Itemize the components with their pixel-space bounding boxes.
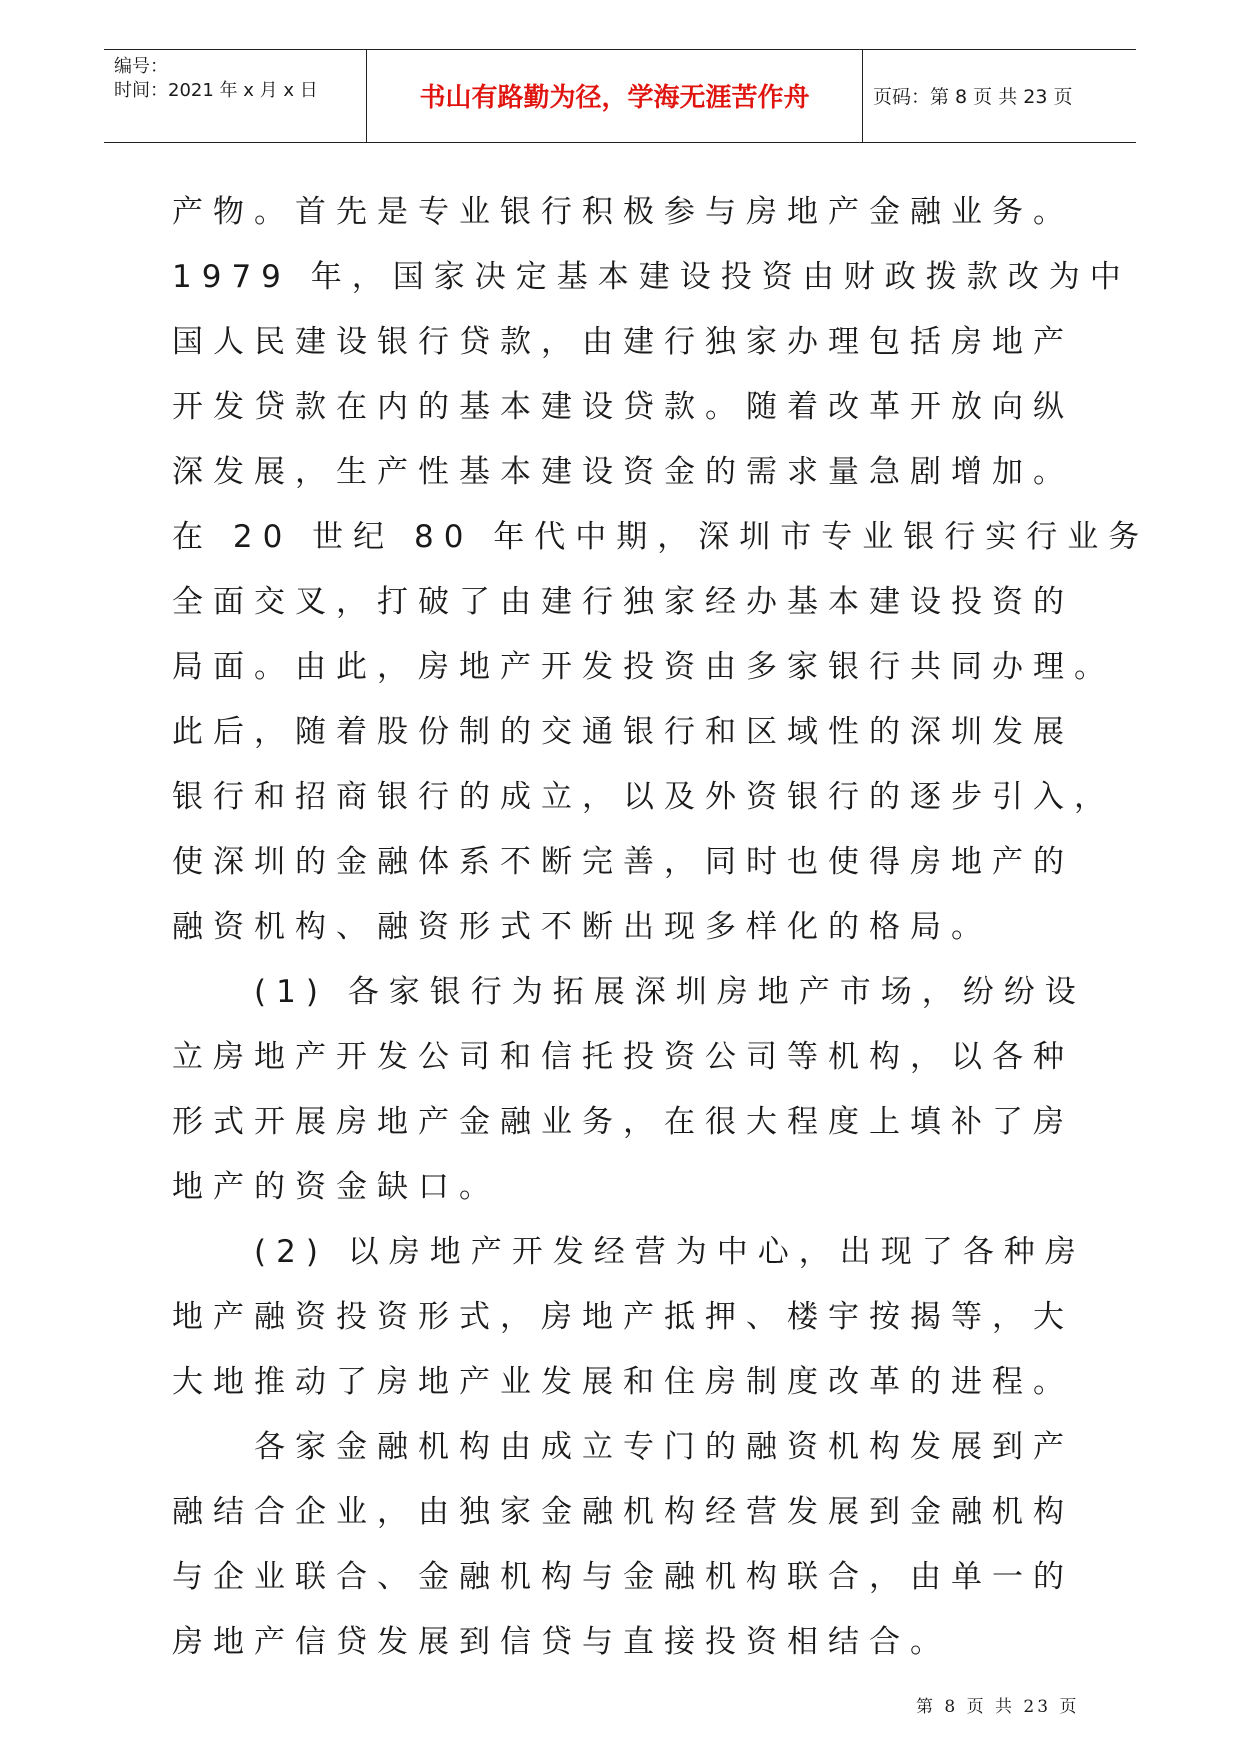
- body-line: 银行和招商银行的成立，以及外资银行的逐步引入，: [172, 779, 1115, 815]
- header-meta-cell: [104, 50, 367, 142]
- body-line: 融结合企业，由独家金融机构经营发展到金融机构: [172, 1494, 1074, 1530]
- document-body: [172, 180, 1150, 1675]
- body-line: 与企业联合、金融机构与金融机构联合，由单一的: [172, 1559, 1074, 1595]
- body-line: (2) 以房地产开发经营为中心，出现了各种房: [254, 1234, 1086, 1270]
- body-line: 融资机构、融资形式不断出现多样化的格局。: [172, 909, 992, 945]
- date-label: 时间：2021 年 x 月 x 日: [114, 80, 318, 101]
- header-motto-cell: [367, 50, 863, 142]
- serial-number-label: 编号：: [114, 56, 168, 77]
- motto-text: 书山有路勤为径，学海无涯苦作舟: [419, 83, 810, 113]
- body-line: 产物。首先是专业银行积极参与房地产金融业务。: [172, 194, 1074, 230]
- body-line: 国人民建设银行贷款，由建行独家办理包括房地产: [172, 324, 1074, 360]
- footer-page-number: 第 8 页 共 23 页: [916, 1697, 1080, 1717]
- page-header: [104, 49, 1136, 143]
- body-line: 全面交叉，打破了由建行独家经办基本建设投资的: [172, 584, 1074, 620]
- body-line: 大地推动了房地产业发展和住房制度改革的进程。: [172, 1364, 1074, 1400]
- header-page-cell: [863, 50, 1136, 142]
- body-line: 形式开展房地产金融业务，在很大程度上填补了房: [172, 1104, 1074, 1140]
- header-page-number: 页码：第 8 页 共 23 页: [873, 86, 1073, 108]
- body-line: 局面。由此，房地产开发投资由多家银行共同办理。: [172, 649, 1115, 685]
- body-line: 开发贷款在内的基本建设贷款。随着改革开放向纵: [172, 389, 1074, 425]
- body-line: 各家金融机构由成立专门的融资机构发展到产: [254, 1429, 1074, 1465]
- body-line: 使深圳的金融体系不断完善，同时也使得房地产的: [172, 844, 1074, 880]
- body-line: 在 20 世纪 80 年代中期，深圳市专业银行实行业务: [172, 519, 1150, 555]
- body-line: 房地产信贷发展到信贷与直接投资相结合。: [172, 1624, 951, 1660]
- body-line: 深发展，生产性基本建设资金的需求量急剧增加。: [172, 454, 1074, 490]
- body-line: 此后，随着股份制的交通银行和区域性的深圳发展: [172, 714, 1074, 750]
- body-line: 1979 年，国家决定基本建设投资由财政拨款改为中: [172, 259, 1131, 295]
- body-line: 地产融资投资形式，房地产抵押、楼宇按揭等，大: [172, 1299, 1074, 1335]
- body-line: 地产的资金缺口。: [172, 1169, 500, 1205]
- body-line: 立房地产开发公司和信托投资公司等机构，以各种: [172, 1039, 1074, 1075]
- body-line: (1) 各家银行为拓展深圳房地产市场，纷纷设: [254, 974, 1086, 1010]
